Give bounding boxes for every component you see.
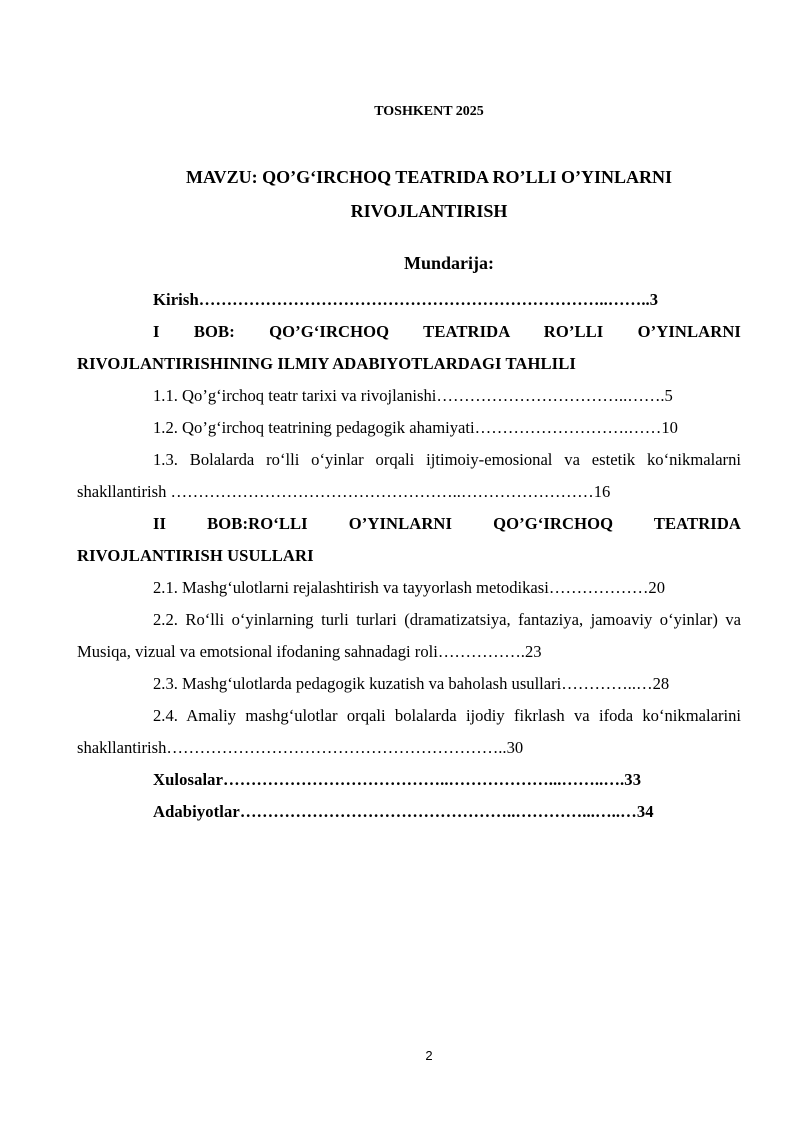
toc-entry-1-1: 1.1. Qo’g‘irchoq teatr tarixi va rivojlanishi……………………………..…….5 — [153, 386, 673, 405]
toc-entry-introduction: Kirish………………………………………………………………..……..3 — [153, 290, 659, 309]
topic-title-line-1: MAVZU: QO’G‘IRCHOQ TEATRIDA RO’LLI O’YINLARNI — [185, 167, 673, 187]
toc-entry-2-4: 2.4. Amaliy mashg‘ulotlar orqali bolalarda ijodiy fikrlash va ifoda ko‘nikmalarini shakllantirish……………………………………………………..30 — [77, 706, 741, 757]
toc-entry-1-2: 1.2. Qo’g‘irchoq teatrining pedagogik ahamiyati……………………….……10 — [153, 418, 678, 437]
toc-entry-references: Adabiyotlar…………………………………………..…………...…..…34 — [153, 802, 654, 821]
topic-title-line-2: RIVOJLANTIRISH — [350, 201, 508, 221]
toc-entry-chapter-2: II BOB:RO‘LLI O’YINLARNI QO’G‘IRCHOQ TEATRIDA RIVOJLANTIRISH USULLARI — [77, 514, 741, 565]
toc-entry-conclusions: Xulosalar…………………………………..………………...……..….33 — [153, 770, 642, 789]
toc-title: Mundarija: — [404, 253, 494, 273]
toc-entry-chapter-1: I BOB: QO’G‘IRCHOQ TEATRIDA RO’LLI O’YINLARNI RIVOJLANTIRISHINING ILMIY ADABIYOTLARDAGI TAHLILI — [77, 322, 741, 373]
toc-entry-2-1: 2.1. Mashg‘ulotlarni rejalashtirish va tayyorlash metodikasi………………20 — [153, 578, 666, 597]
toc-entry-2-3: 2.3. Mashg‘ulotlarda pedagogik kuzatish va baholash usullari…………..…28 — [153, 674, 670, 693]
page-number: 2 — [425, 1048, 433, 1063]
table-of-contents — [77, 284, 741, 828]
toc-entry-1-3: 1.3. Bolalarda ro‘lli o‘yinlar orqali ijtimoiy-emosional va estetik ko‘nikmalarni shakllantirish ……………………………………………..……………………16 — [77, 450, 741, 501]
city-year-header: TOSHKENT 2025 — [374, 104, 484, 119]
topic-title — [0, 160, 800, 228]
toc-entry-2-2: 2.2. Ro‘lli o‘yinlarning turli turlari (dramatizatsiya, fantaziya, jamoaviy o‘yinlar) va Musiqa, vizual va emotsional ifodaning sahnadagi roli…………….23 — [77, 610, 741, 661]
